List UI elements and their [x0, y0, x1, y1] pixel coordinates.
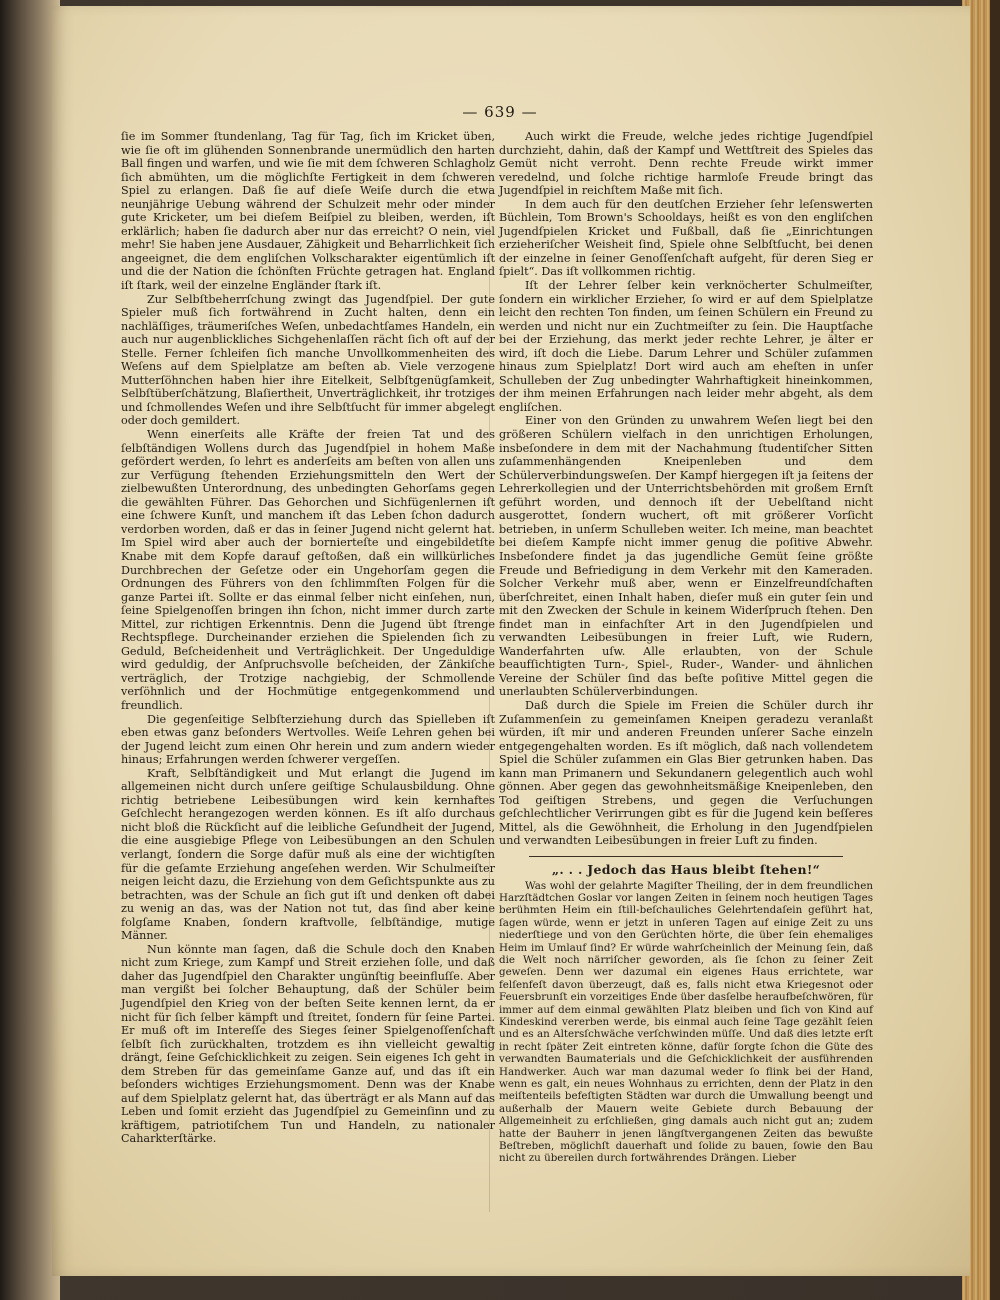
paragraph: Einer von den Gründen zu unwahrem Weſen liegt bei den größeren Schülern vielfach in den unrichtigen Erholungen, insbeſondere in dem mit der Nachahmung ſtudentiſcher Sitten zuſammenhängenden Kneipenleben und dem Schülerverbindungsweſen. Der Kampf hiergegen iſt ja ſeitens der Lehrerkollegien und der Unterrichtsbehörden mit großem Ernſt geführt worden, und dennoch iſt der Uebelſtand nicht ausgerottet, ſondern wuchert, oft mit größerer Vorſicht betrieben, in unſerm Schulleben weiter. Ich meine, man beachtet bei dieſem Kampfe nicht immer genug die poſitive Abwehr. Insbeſondere findet ja das jugendliche Gemüt ſeine größte Freude und Befriedigung in dem Verkehr mit den Kameraden. Solcher Verkehr muß aber, wenn er Einzelfreundſchaften überſchreitet, einen Inhalt haben, dieſer muß ein guter ſein und mit den Zwecken der Schule in keinem Widerſpruch ſtehen. Den findet man in einfachſter Art in den Jugendſpielen und verwandten Leibesübungen in freier Luft, wie Rudern, Wanderfahrten uſw. Alle erlaubten, von der Schule beaufſichtigten Turn-, Spiel-, Ruder-, Wander- und ähnlichen Vereine der Schüler ſind das beſte poſitive Mittel gegen die unerlaubten Schülerverbindungen. — [499, 414, 873, 699]
paragraph: Die gegenſeitige Selbſterziehung durch das Spielleben iſt eben etwas ganz beſonders Wertvolles. Weiſe Lehren gehen bei der Jugend leicht zum einen Ohr herein und zum andern wieder hinaus; Erfahrungen werden ſchwerer vergeſſen. — [121, 712, 495, 767]
paragraph: Daß durch die Spiele im Freien die Schüler durch ihr Zuſammenſein zu gemeinſamen Kneipen geradezu veranlaßt würden, iſt mir und anderen Freunden unſerer Sache einzeln entgegengehalten worden. Es iſt möglich, daß nach vollendetem Spiel die Schüler zuſammen ein Glas Bier getrunken haben. Das kann man Primanern und Sekundanern gelegentlich auch wohl gönnen. Aber gegen das gewohnheitsmäßige Kneipenleben, den Tod geiſtigen Strebens, und gegen die Verſuchungen geſchlechtlicher Verirrungen gibt es für die Jugend kein beſſeres Mittel, als die Gewöhnheit, die Erholung in den Jugendſpielen und verwandten Leibesübungen in freier Luft zu finden. — [499, 698, 873, 848]
left-column — [121, 130, 495, 1146]
page-number: — 639 — — [462, 103, 538, 121]
section-paragraph: Was wohl der gelahrte Magiſter Theiling, der in dem freundlichen Harzſtädtchen Goslar vor langen Zeiten in ſeinem noch heutigen Tages berühmten Heim ein ſtill-beſchauliches Gelehrtendaſein geführt hat, ſagen würde, wenn er jetzt in unſeren Tagen auf einige Zeit zu uns niederſtiege und von den Gerüchten hörte, die über ſein ehemaliges Heim im Umlauf ſind? Er würde wahrſcheinlich der Meinung ſein, daß die Welt noch närriſcher geworden, als ſie ſchon zu ſeiner Zeit geweſen. Denn wer dazumal ein eigenes Haus errichtete, war felſenfeſt davon überzeugt, daß es, falls nicht etwa Kriegesnot oder Feuersbrunſt ein vorzeitiges Ende über dasſelbe heraufbeſchwören, für immer auf dem einmal gewählten Platz bleiben und ſich von Kind auf Kindeskind vererben werde, bis einmal auch ſeine Tage gezählt ſeien und es an Altersſchwäche verſchwinden müſſe. Und daß dies letzte erſt in recht ſpäter Zeit eintreten könne, dafür ſorgte ſchon die Güte des verwandten Baumaterials und die Geſchicklichkeit der ausführenden Handwerker. Auch war man dazumal weder ſo flink bei der Hand, wenn es galt, ein neues Wohnhaus zu errichten, denn der Platz in den meiſtenteils befeſtigten Städten war durch die Umwallung beengt und außerhalb der Mauern weite Gebiete durch Bebauung der Allgemeinheit zu erſchließen, ging damals auch nicht gut an; zudem hatte der Bauherr in jenen längſtvergangenen Zeiten das bewußte Beſtreben, möglichſt dauerhaft und ſolide zu bauen, ſowie den Bau nicht zu übereilen durch fortwährendes Drängen. Lieber — [499, 879, 873, 1165]
paragraph: ſie im Sommer ſtundenlang, Tag für Tag, ſich im Kricket üben, wie ſie oft im glühenden Sonnenbrande unermüdlich den harten Ball fingen und warfen, und wie ſie mit dem ſchweren Schlagholz ſich abmühten, um die möglichſte Fertigkeit in dem ſchweren Spiel zu erlangen. Daß ſie auf dieſe Weiſe durch die etwa neunjährige Uebung während der Schulzeit mehr oder minder gute Kricketer, um bei dieſem Beiſpiel zu bleiben, werden, iſt erklärlich; haben ſie dadurch aber nur das erreicht? O nein, viel mehr! Sie haben jene Ausdauer, Zähigkeit und Beharrlichkeit ſich angeeignet, die dem engliſchen Volkscharakter eigentümlich iſt und die der Nation die ſchönſten Früchte getragen hat. England iſt ſtark, weil der einzelne Engländer ſtark iſt. — [121, 130, 495, 293]
book-binding — [0, 0, 60, 1300]
section-divider — [529, 856, 843, 857]
paragraph: Iſt der Lehrer ſelber kein verknöcherter Schulmeiſter, ſondern ein wirklicher Erzieher, ſo wird er auf dem Spielplatze leicht den rechten Ton finden, um ſeinen Schülern ein Freund zu werden und nicht nur ein Zuchtmeiſter zu ſein. Die Hauptſache bei der Erziehung, das merkt jeder rechte Lehrer, je älter er wird, iſt doch die Liebe. Darum Lehrer und Schüler zuſammen hinaus zum Spielplatz! Dort wird auch am eheſten in unſer Schulleben der Zug unbedingter Wahrhaftigkeit hineinkommen, der ihm meinen Erfahrungen nach leider mehr abgeht, als dem engliſchen. — [499, 279, 873, 414]
paragraph: Kraft, Selbſtändigkeit und Mut erlangt die Jugend im allgemeinen nicht durch unſere geiſtige Schulausbildung. Ohne richtig betriebene Leibesübungen wird kein kernhaftes Geſchlecht herangezogen werden können. Es iſt alſo durchaus nicht bloß die Rückſicht auf die leibliche Geſundheit der Jugend, die eine ausgiebige Pflege von Leibesübungen an den Schulen verlangt, ſondern die Sorge dafür muß als eine der wichtigſten für die geſamte Erziehung angeſehen werden. Wir Schulmeiſter neigen leicht dazu, die Erziehung von dem Geſichtspunkte aus zu betrachten, was der Schule an ſich gut iſt und denken oft dabei zu wenig an das, was der Nation not tut, das ſind aber keine folgſame Knaben, ſondern kraftvolle, ſelbſtändige, mutige Männer. — [121, 766, 495, 943]
paragraph: Auch wirkt die Freude, welche jedes richtige Jugendſpiel durchzieht, dahin, daß der Kampf und Wettſtreit des Spieles das Gemüt nicht verroht. Denn rechte Freude wirkt immer veredelnd, und ſolche richtige harmloſe Freude bringt das Jugendſpiel in reichſtem Maße mit ſich. — [499, 130, 873, 198]
right-column — [499, 130, 873, 1165]
paragraph: Nun könnte man ſagen, daß die Schule doch den Knaben nicht zum Kriege, zum Kampf und Streit erziehen ſolle, und daß daher das Jugendſpiel den Charakter ungünſtig beeinfluſſe. Aber man vergißt bei ſolcher Behauptung, daß der Schüler beim Jugendſpiel den Krieg von der beſten Seite kennen lernt, da er nicht für ſich ſelber kämpft und ſtreitet, ſondern für ſeine Partei. Er muß oft im Intereſſe des Sieges ſeiner Spielgenoſſenſchaft ſelbſt ſich zurückhalten, trotzdem es ihn vielleicht gewaltig drängt, ſeine Geſchicklichkeit zu zeigen. Sein eigenes Ich geht in dem Streben für das gemeinſame Ganze auf, und das iſt ein beſonders wichtiges Erziehungsmoment. Denn was der Knabe auf dem Spielplatz gelernt hat, das überträgt er als Mann auf das Leben und ſomit erzieht das Jugendſpiel zu Gemeinſinn und zu kräftigem, patriotiſchem Tun und Handeln, zu nationaler Caharkterſtärke. — [121, 942, 495, 1146]
paragraph: Wenn einerſeits alle Kräfte der freien Tat und des ſelbſtändigen Wollens durch das Jugendſpiel in hohem Maße gefördert werden, ſo lehrt es anderſeits am beſten von allen uns zur Verfügung ſtehenden Erziehungsmitteln den Wert der zielbewußten Unterordnung, des unbedingten Gehorſams gegen die gewählten Führer. Das Gehorchen und Sichfügenlernen iſt eine ſchwere Kunſt, und manchem iſt das Leben ſchon dadurch verdorben worden, daß er das in ſeiner Jugend nicht gelernt hat. Im Spiel wird aber auch der bornierteſte und eingebildetſte Knabe mit dem Kopfe darauf geſtoßen, daß ein willkürliches Durchbrechen der Geſetze oder ein Ungehorſam gegen die Ordnungen des Führers von den ſchlimmſten Folgen für die ganze Partei iſt. Sollte er das einmal ſelber nicht einſehen, nun, ſeine Spielgenoſſen bringen ihn ſchon, nicht immer durch zarte Mittel, zur richtigen Erkenntnis. Denn die Jugend übt ſtrenge Rechtspflege. Durcheinander erziehen die Spielenden ſich zu Geduld, Beſcheidenheit und Verträglichkeit. Der Ungeduldige wird geduldig, der Anſpruchsvolle beſcheiden, der Zänkiſche verträglich, der Trotzige nachgiebig, der Schmollende verſöhnlich und der Hochmütige entgegenkommend und freundlich. — [121, 428, 495, 712]
section-title: „. . . Jedoch das Haus bleibt ſtehen!“ — [551, 861, 821, 877]
paragraph: Zur Selbſtbeherrſchung zwingt das Jugendſpiel. Der gute Spieler muß ſich fortwährend in Zucht halten, denn ein nachläſſiges, träumeriſches Weſen, unbedachtſames Handeln, ein auch nur augenblickliches Sichgehenlaſſen rächt ſich oft auf der Stelle. Ferner ſchleifen ſich manche Unvollkommenheiten des Weſens auf dem Spielplatze am beſten ab. Viele verzogene Mutterſöhnchen haben hier ihre Eitelkeit, Selbſtgenügſamkeit, Selbſtüberſchätzung, Blaſiertheit, Unverträglichkeit, ihr trotziges und ſchmollendes Weſen und ihre Selbſtſucht für immer abgelegt oder doch gemildert. — [121, 292, 495, 428]
paragraph: In dem auch für den deutſchen Erzieher ſehr leſenswerten Büchlein, Tom Brown's Schooldays, heißt es von den engliſchen Jugendſpielen Kricket und Fußball, daß ſie „Einrichtungen erzieheriſcher Weisheit ſind, Spiele ohne Selbſtſucht, bei denen der einzelne in ſeiner Genoſſenſchaft aufgeht, für deren Sieg er ſpielt“. Das iſt vollkommen richtig. — [499, 197, 873, 279]
book-cover-edge — [990, 0, 1000, 1300]
